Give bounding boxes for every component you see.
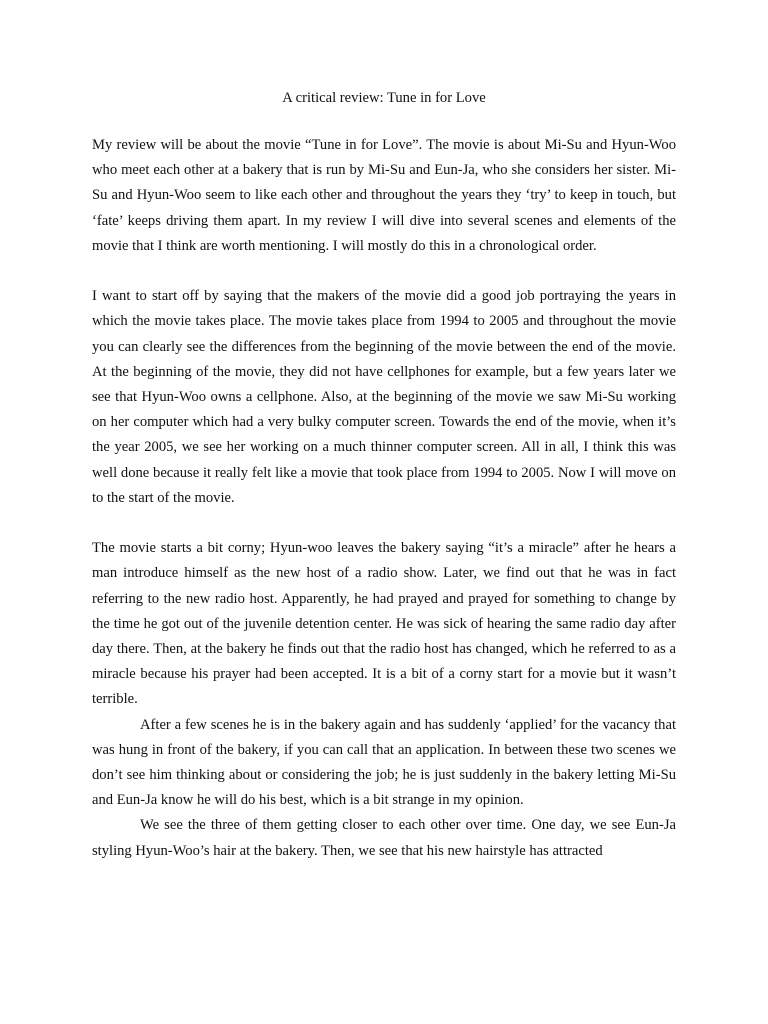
paragraph-movie-start: The movie starts a bit corny; Hyun-woo leaves the bakery saying “it’s a miracle” after he hears a man introduce himself as the new host of a radio show. Later, we find out that he was in fact referring to the new radio host. Apparently, he had prayed and prayed for something to change by the time he got out of the juvenile detention center. He was sick of hearing the same radio day after day there. Then, at the bakery he finds out that the radio host has changed, which he referred to as a miracle because his prayer had been accepted. It is a bit of a corny start for a movie but it wasn’t terrible. bbox=[92, 540, 676, 708]
paragraph-time-period: I want to start off by saying that the makers of the movie did a good job portraying the years in which the movie takes place. The movie takes place from 1994 to 2005 and throughout the movie you can clearly see the differences from the beginning of the movie between the end of the movie. At the beginning of the movie, they did not have cellphones for example, but a few years later we see that Hyun-Woo owns a cellphone. Also, at the beginning of the movie we saw Mi-Su working on her computer which had a very bulky computer screen. Towards the end of the movie, when it’s the year 2005, we see her working on a much thinner computer screen. All in all, I think this was well done because it really felt like a movie that took place from 1994 to 2005. Now I will move on to the start of the movie. bbox=[92, 288, 676, 506]
paragraph-job-application: After a few scenes he is in the bakery again and has suddenly ‘applied’ for the vacancy that was hung in front of the bakery, if you can call that an application. In between these two scenes we don’t see him thinking about or considering the job; he is just suddenly in the bakery letting Mi-Su and Eun-Ja know he will do his best, which is a bit strange in my opinion. bbox=[92, 716, 676, 809]
paragraph-introduction: My review will be about the movie “Tune in for Love”. The movie is about Mi-Su and Hyun-Woo who meet each other at a bakery that is run by Mi-Su and Eun-Ja, who she considers her sister. Mi-Su and Hyun-Woo seem to like each other and throughout the years they ‘try’ to keep in touch, but ‘fate’ keeps driving them apart. In my review I will dive into several scenes and elements of the movie that I think are worth mentioning. I will mostly do this in a chronological order. bbox=[92, 137, 676, 254]
document-body bbox=[92, 133, 676, 864]
paragraph-getting-closer: We see the three of them getting closer to each other over time. One day, we see Eun-Ja styling Hyun-Woo’s hair at the bakery. Then, we see that his new hairstyle has attracted bbox=[92, 817, 676, 859]
document-title: A critical review: Tune in for Love bbox=[282, 90, 486, 106]
